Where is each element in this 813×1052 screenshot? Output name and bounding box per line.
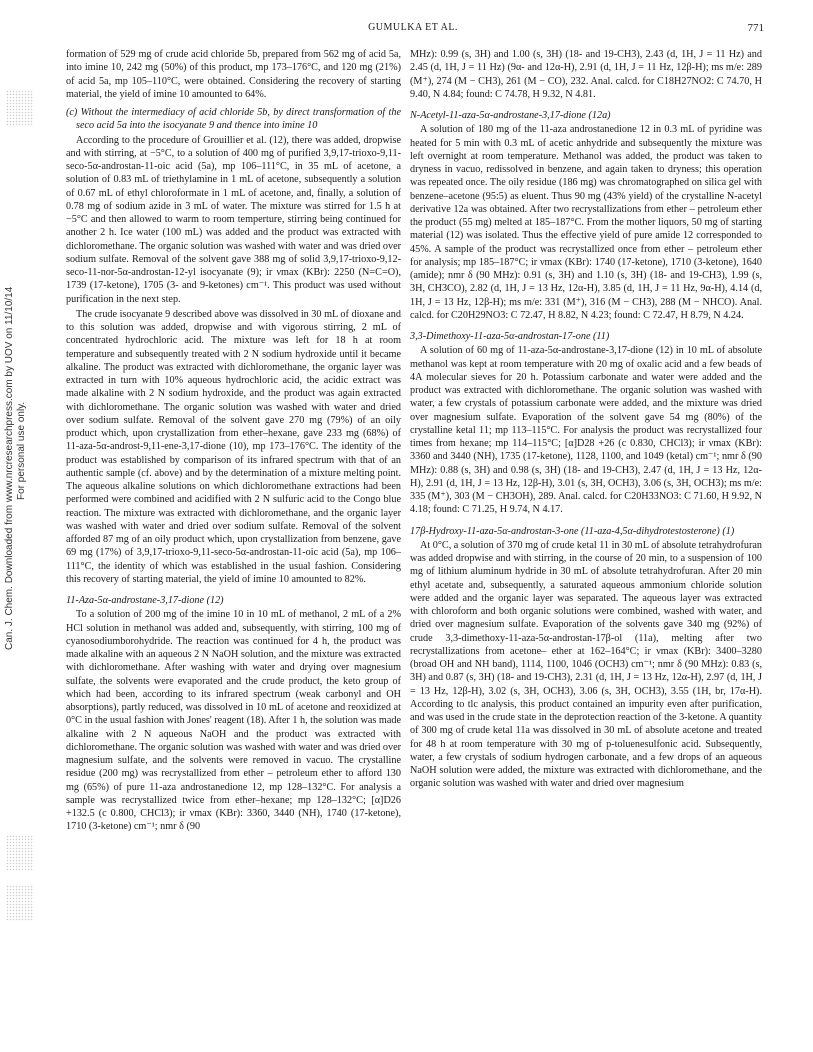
paragraph: To a solution of 200 mg of the imine 10 in 10 mL of methanol, 2 mL of a 2% HCl solution in methanol was added and, subsequently, with stirring, 100 mg of cyanosodiumborohydride. The reaction was continued for 4 h, the product was made alkaline with an aqueous 2 N NaOH solution, and the mixture was extracted with dichloromethane. After washing with water and drying over magnesium sulfate, the solvents were evaporated and the crude product, the keto group of which had been, according to its infrared spectrum (weak carbonyl and OH absorptions), partly reduced, was dissolved in 10 mL of acetone and reoxidized at 0°C in the usual fashion with Jones' reagent (18). After 1 h, the solution was made alkaline with 2 N aqueous NaOH and the product was extracted with dichloromethane. The organic solution was washed with water and was dried over magnesium sulfate, and the solvents were removed in vacuo. The crystalline residue (200 mg) was recrystallized from ether – petroleum ether to afford 130 mg (65%) of pure 11-aza androstanedione 12, mp 128–132°C. For analysis a sample was recrystallized twice from ether–hexane; mp 128–132°C; [α]D26 +132.5 (c 0.800, CHCl3); ir νmax (KBr): 3360, 3440 (NH), 1740 (17-ketone), 1710 (3-ketone) cm⁻¹; nmr δ (90 (66, 609, 401, 833)
page-header (62, 22, 764, 42)
page-number: 771 (747, 22, 764, 34)
paragraph: A solution of 180 mg of the 11-aza androstanedione 12 in 0.3 mL of pyridine was heated for 5 min with 0.3 mL of acetic anhydride and subsequently the mixture was left overnight at room temperature. Methanol was added, the product was taken to dryness in vacuo, redissolved in benzene, and again taken to dryness; this operation was repeated once. The oily residue (186 mg) was chromatographed on silica gel with benzene–acetone (95:5) as eluent. Thus 90 mg (43% yield) of the crystalline N-acetyl derivative 12a was obtained. After two recrystallizations from ether – petroleum ether the product (55 mg) melted at 185–187°C. From the mother liquors, 50 mg of starting material (12) was isolated. Thus the effective yield of pure amide 12 corresponded to 45%. A sample of the product was recrystallized once from ether – petroleum ether for analysis; mp 185–187°C; ir νmax (KBr): 1740 (17-ketone), 1710 (3-ketone), 1640 (amide); nmr δ (90 MHz): 0.91 (s, 3H) and 1.10 (s, 3H) (18- and 19-CH3), 1.99 (s, 3H, CH3CO), 2.82 (d, 1H, J = 13 Hz, 12α-H), 3.85 (d, 1H, J = 11 Hz, 9α-H), 4.14 (d, 1H, J = 13 Hz, 12β-H); ms m/e: 331 (M⁺), 316 (M − CH3), 288 (M − NHCO). Anal. calcd. for C20H29NO3: C 72.47, H 8.82, N 4.23; found: C 72.47, H 8.79, N 4.24. (410, 124, 762, 321)
section-heading: 3,3-Dimethoxy-11-aza-5α-androstan-17-one (11) (410, 331, 610, 342)
scan-noise (6, 885, 34, 921)
download-sidebar (4, 230, 40, 650)
download-notice: Can. J. Chem. Downloaded from www.nrcresearchpress.com by UOV on 11/10/14 (4, 286, 15, 650)
paragraph: According to the procedure of Grouillier et al. (12), there was added, dropwise and with stirring, at −5°C, to a solution of 400 mg of purified 3,9,17-trioxo-9,11-seco-5α-androstan-11-oic acid (5a), mp 106–111°C, in 35 mL of acetone, a solution of 0.83 mL of triethylamine in 1 mL of acetone, subsequently a solution of 0.67 mL of ethyl chloroformate in 1 mL of acetone, and, finally, a solution of 0.78 mg of sodium azide in 3 mL of water. The mixture was stirred for 1.5 h at −5°C and then allowed to warm to room temperture, stirring being continued for another 2 h. Ice water (100 mL) was added and the product was extracted with dichloromethane. The organic solution was washed with water and was dried over sodium sulfate. Removal of the solvent gave 388 mg of solid 3,9,17-trioxo-9,12-seco-11-nor-5α-androstan-12-yl isocyanate (9); ir νmax (KBr): 2250 (N=C=O), 1739 (17-ketone), 1705 (3- and 9-ketones) cm⁻¹. This product was used without purification in the next step. (66, 134, 401, 305)
section-heading: N-Acetyl-11-aza-5α-androstane-3,17-dione (12a) (410, 110, 611, 121)
personal-use-notice: For personal use only. (16, 401, 27, 500)
section-heading: 11-Aza-5α-androstane-3,17-dione (12) (66, 595, 224, 606)
right-column (410, 48, 762, 793)
sidebar-text (4, 230, 28, 650)
section-heading: (c) Without the intermediacy of acid chloride 5b, by direct transformation of the seco acid 5a into the isocyanate 9 and thence into imine 10 (66, 107, 401, 132)
paragraph: formation of 529 mg of crude acid chloride 5b, prepared from 562 mg of acid 5a, into imine 10, 242 mg (50%) of this product, mp 173–176°C, and 120 mg (21%) of acid 5a, mp 105–110°C, were obtained. Considering the recovery of starting material, the yield of imine 10 amounted to 64%. (66, 49, 401, 100)
paragraph: At 0°C, a solution of 370 mg of crude ketal 11 in 30 mL of absolute tetrahydrofuran was added dropwise and with stirring, in the course of 20 min, to a suspension of 100 mg of lithium aluminum hydride in 30 mL of absolute tetrahydrofuran. After 20 min ethyl acetate and, subsequently, a saturated aqueous ammonium chloride solution were added and the organic layer was separated. The aqueous layer was extracted with chloroform and both organic solutions were combined, washed with water, and dried over magnesium sulfate. Evaporation of the solvents gave 340 mg (92%) of crude 3,3-dimethoxy-11-aza-5α-androstan-17β-ol (11a), melting after two recrystallizations from acetone– ether at 162–164°C; ir νmax (KBr): 3400–3280 (broad OH and NH band), 1114, 1100, 1046 (OCH3) cm⁻¹; nmr δ (90 MHz): 0.83 (s, 3H) and 0.87 (s, 3H) (18- and 19-CH3), 2.31 (d, 1H, J = 13 Hz, 12α-H), 2.97 (d, 1H, J = 13 Hz, 12β-H), 3.02 (s, 3H, OCH3), 3.06 (s, 3H, OCH3), 3.55 (1H, br, 17α-H). According to tlc analysis, this product contained an impurity even after purification, and was used in the crude state in the deprotection reaction of the 3-ketone. A quantity of 300 mg of crude ketal 11a was dissolved in 30 mL of absolute acetone and treated for 48 h at room temperature with 30 mg of p-toluenesulfonic acid. Subsequently, water, a few crystals of sodium hydrogen carbonate, and a few drops of an aqueous NaOH solution were added, the mixture was extracted with dichloromethane, and the organic solution was washed with water and dried over magnesium (410, 539, 762, 790)
running-head: GUMULKA ET AL. (368, 22, 458, 33)
paragraph: The crude isocyanate 9 described above was dissolved in 30 mL of dioxane and to this solution was added, dropwise and with vigorous stirring, 2 mL of concentrated hydrochloric acid. The mixture was left for 18 h at room temperature and subsequently treated with 2 N sodium hydroxide until it became alkaline. The product was extracted with dichloromethane, the organic layer was extracted in turn with 10% aqueous hydrochloric acid, the acidic extract was made alkaline with 2 N sodium hydroxide, and the product was again extracted with dichloromethane. The organic solution was washed with water and dried over sodium sulfate. Removal of the solvent gave 270 mg (79%) of an oily product which, upon crystallization from ether–hexane, gave 233 mg (68%) of 11-aza-5α-androst-9,11-ene-3,17-dione (10), mp 173–176°C. The identity of the product was established by comparison of its infrared spectrum with that of an authentic sample (cf. above) and by the determination of a mixture melting point. The aqueous alkaline solutions on which dichloromethane extractions had been performed were combined and acidified with 2 N sulfuric acid to the Congo blue reaction. The mixture was extracted with dichloromethane, and the organic layer was washed with water and dried over sodium sulfate. Removal of the solvent afforded 87 mg of an oily product which, upon crystallization from benzene, gave 69 mg (17%) of 3,9,17-trioxo-9,11-seco-5α-androstan-11-oic acid (5a), mp 106–111°C, the identity of which was established in the usual fashion. Considering this recovery of starting material, the yield of imine 10 amounted to 82%. (66, 308, 401, 585)
scan-noise (6, 835, 34, 871)
scan-noise (6, 90, 34, 126)
section-heading: 17β-Hydroxy-11-aza-5α-androstan-3-one (11-aza-4,5α-dihydrotestosterone) (1) (410, 525, 735, 537)
paragraph: MHz): 0.99 (s, 3H) and 1.00 (s, 3H) (18- and 19-CH3), 2.43 (d, 1H, J = 11 Hz) and 2.45 (d, 1H, J = 11 Hz) (9α- and 12α-H), 2.91 (d, 1H, J = 11 Hz, 12β-H); ms m/e: 289 (M⁺), 274 (M − CH3), 261 (M − CO), 232. Anal. calcd. for C18H27NO2: C 74.70, H 9.40, N 4.84; found: C 74.78, H 9.32, N 4.81. (410, 49, 762, 100)
paragraph: A solution of 60 mg of 11-aza-5α-androstane-3,17-dione (12) in 10 mL of absolute methanol was kept at room temperature with 20 mg of oxalic acid and a few beads of 4A molecular sieves for 20 h. Potassium carbonate and water were added and the product was extracted with dichloromethane. The organic solution was washed with water, a few crystals of potassium carbonate were added, and the mixture was dried over magnesium sulfate. Evaporation of the solvent gave 54 mg (80%) of the crystalline ketal 11; mp 113–115°C. For analysis the product was recrystallized four times from hexane; mp 114–115°C; [α]D28 +26 (c 0.830, CHCl3); ir νmax (KBr): 3360 and 3440 (NH), 1735 (17-ketone), 1128, 1100, and 1049 (ketal) cm⁻¹; nmr δ (90 MHz): 0.88 (s, 3H) and 0.98 (s, 3H) (18- and 19-CH3), 2.47 (d, 1H, J = 13 Hz, 12α-H), 2.91 (d, 1H, J = 13 Hz, 12β-H), 3.01 (s, 3H, OCH3), 3.06 (s, 3H, OCH3); ms m/e: 335 (M⁺), 303 (M − CH3OH), 289. Anal. calcd. for C20H33NO3: C 71.60, H 9.92, N 4.18; found: C 71.25, H 9.74, N 4.17. (410, 345, 762, 516)
left-column (66, 48, 401, 836)
